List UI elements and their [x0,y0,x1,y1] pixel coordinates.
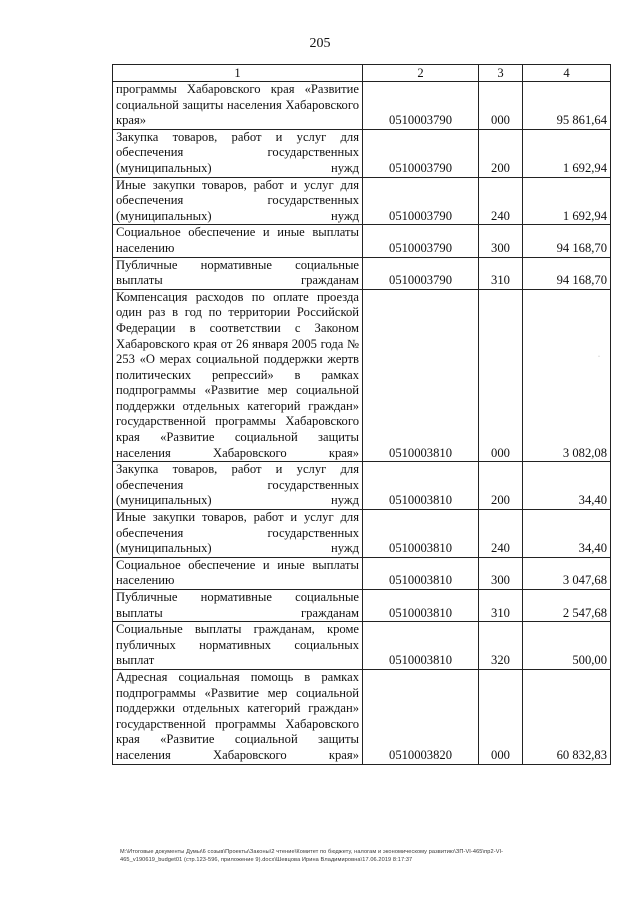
table-row [113,622,611,670]
row-target-code: 0510003810 [363,590,479,622]
row-amount: 500,00 [523,622,611,670]
row-target-code: 0510003820 [363,669,479,764]
footer-path-line-2: 465_v190619_budget01 (стр.123-596, приложение 9).docx\Шевцова Ирина Владимировна\17.06.2019 8:17:37 [120,857,413,863]
table-row [113,510,611,558]
row-target-code: 0510003790 [363,225,479,257]
row-target-code: 0510003810 [363,557,479,589]
row-expense-kind: 200 [479,462,523,510]
row-expense-kind: 310 [479,590,523,622]
document-footer [120,848,610,864]
row-description: Компенсация расходов по оплате проезда один раз в год по территории Российской Федерации в соответствии с Законом Хабаровского края от 26 января 2005 года № 253 «О мерах социальной поддержки жертв политических репрессий» в рамках подпрограммы «Развитие мер социальной поддержки отдельных категорий граждан» государственной программы Хабаровского края «Развитие социальной защиты населения Хабаровского края» [113,289,363,462]
row-expense-kind: 240 [479,510,523,558]
row-target-code: 0510003790 [363,82,479,130]
table-row [113,82,611,130]
row-description: Публичные нормативные социальные выплаты гражданам [113,257,363,289]
table-row [113,289,611,462]
row-description: Закупка товаров, работ и услуг для обеспечения государственных (муниципальных) нужд [113,462,363,510]
row-amount: 34,40 [523,462,611,510]
row-expense-kind: 320 [479,622,523,670]
scan-speck: · [598,354,600,360]
footer-path-line-1: M:\Итоговые документы Думы\6 созыв\Проекты\Законы\2 чтение\Комитет по бюджету, налогам и экономическому развитию\ЗП-VI-465\пр2-VI- [120,849,504,855]
row-description: Иные закупки товаров, работ и услуг для обеспечения государственных (муниципальных) нужд [113,510,363,558]
row-expense-kind: 000 [479,669,523,764]
table-header-row [113,65,611,82]
row-description: Иные закупки товаров, работ и услуг для обеспечения государственных (муниципальных) нужд [113,177,363,225]
row-amount: 2 547,68 [523,590,611,622]
row-expense-kind: 300 [479,225,523,257]
table-row [113,669,611,764]
budget-table [112,64,611,765]
row-amount: 94 168,70 [523,225,611,257]
table-row [113,225,611,257]
table-row [113,129,611,177]
row-description: Закупка товаров, работ и услуг для обеспечения государственных (муниципальных) нужд [113,129,363,177]
header-col-4: 4 [523,65,611,82]
row-description: Социальные выплаты гражданам, кроме публичных нормативных социальных выплат [113,622,363,670]
row-target-code: 0510003810 [363,622,479,670]
table-row [113,557,611,589]
row-description: Социальное обеспечение и иные выплаты населению [113,557,363,589]
row-amount: 34,40 [523,510,611,558]
table-row [113,462,611,510]
row-target-code: 0510003810 [363,510,479,558]
header-col-3: 3 [479,65,523,82]
table-row [113,177,611,225]
row-target-code: 0510003810 [363,462,479,510]
page-number: 205 [309,36,331,51]
row-expense-kind: 000 [479,82,523,130]
row-amount: 1 692,94 [523,129,611,177]
row-description: Социальное обеспечение и иные выплаты населению [113,225,363,257]
row-amount: 3 082,08 [523,289,611,462]
row-expense-kind: 200 [479,129,523,177]
row-description: Адресная социальная помощь в рамках подпрограммы «Развитие мер социальной поддержки отдельных категорий граждан» государственной программы Хабаровского края «Развитие социальной защиты населения Хабаровского края» [113,669,363,764]
row-amount: 3 047,68 [523,557,611,589]
row-description: программы Хабаровского края «Развитие социальной защиты населения Хабаровского края» [113,82,363,130]
row-target-code: 0510003790 [363,177,479,225]
row-target-code: 0510003790 [363,129,479,177]
row-amount: 1 692,94 [523,177,611,225]
row-expense-kind: 310 [479,257,523,289]
row-amount: 95 861,64 [523,82,611,130]
table-row [113,590,611,622]
row-expense-kind: 240 [479,177,523,225]
row-amount: 94 168,70 [523,257,611,289]
row-expense-kind: 300 [479,557,523,589]
header-col-2: 2 [363,65,479,82]
table-row [113,257,611,289]
row-expense-kind: 000 [479,289,523,462]
row-description: Публичные нормативные социальные выплаты гражданам [113,590,363,622]
row-target-code: 0510003790 [363,257,479,289]
row-target-code: 0510003810 [363,289,479,462]
row-amount: 60 832,83 [523,669,611,764]
header-col-1: 1 [113,65,363,82]
